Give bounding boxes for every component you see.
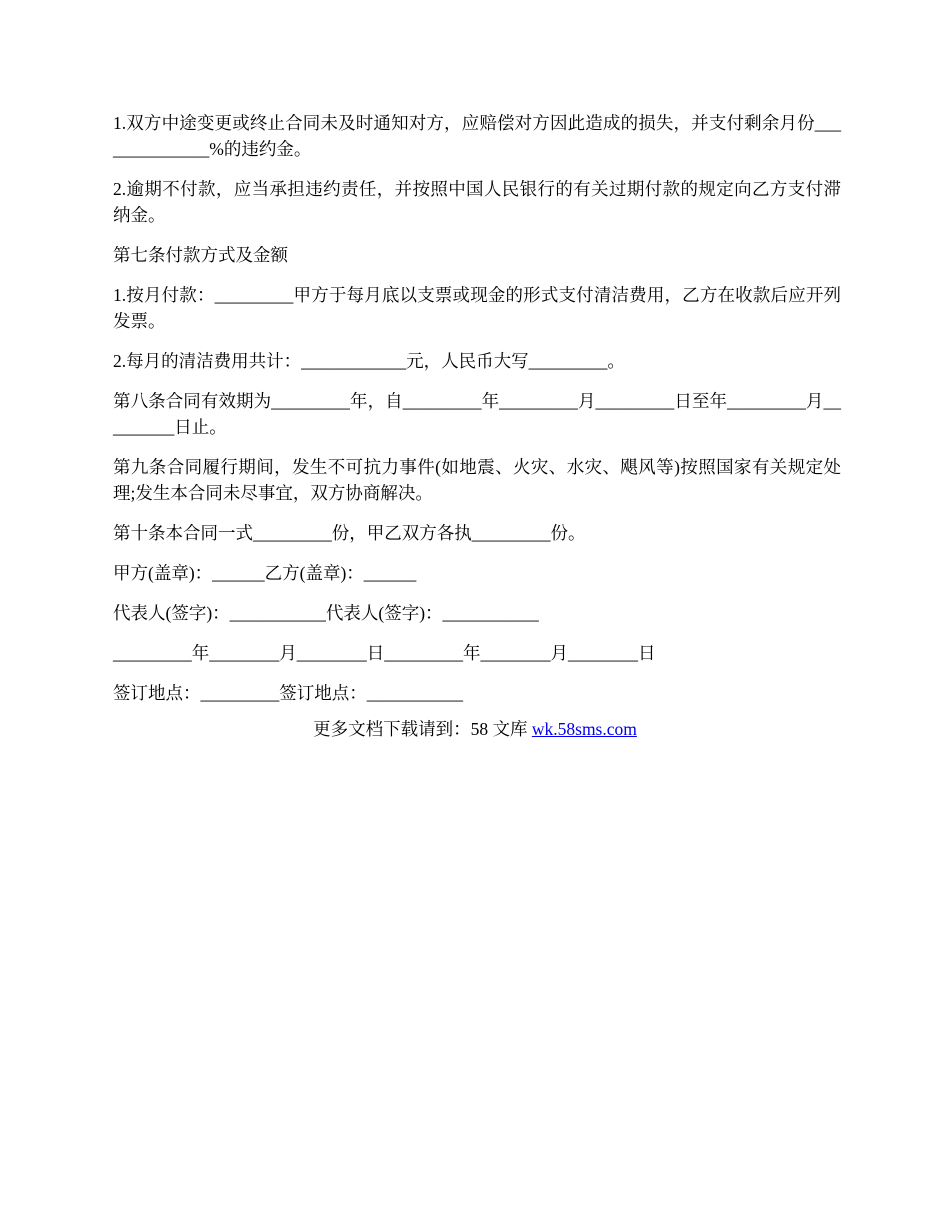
signing-place-line: 签订地点：_________签订地点：___________ [113,683,463,703]
article-8-validity: 第八条合同有效期为_________年，自_________年_________月_________日至年_________月_________日止。 [113,391,841,437]
clause-monthly-total: 2.每月的清洁费用共计：____________元，人民币大写_________。 [113,351,625,371]
clause-breach-notice: 1.双方中途变更或终止合同未及时通知对方，应赔偿对方因此造成的损失，并支付剩余月份______________%的违约金。 [113,113,841,159]
footer-link[interactable]: wk.58sms.com [531,719,637,739]
document-body [113,110,841,720]
clause-late-payment: 2.逾期不付款，应当承担违约责任，并按照中国人民银行的有关过期付款的规定向乙方支付滞纳金。 [113,179,841,225]
representative-signature-line: 代表人(签字)：___________代表人(签字)：___________ [113,603,539,623]
article-9-force-majeure: 第九条合同履行期间，发生不可抗力事件(如地震、火灾、水灾、飓风等)按照国家有关规定处理;发生本合同未尽事宜，双方协商解决。 [113,457,841,503]
article-10-copies: 第十条本合同一式_________份，甲乙双方各执_________份。 [113,523,586,543]
party-seal-line: 甲方(盖章)：______乙方(盖章)：______ [113,563,417,583]
signing-date-line: _________年________月________日_________年________月________日 [113,643,656,663]
download-footer [0,716,950,742]
footer-prefix: 更多文档下载请到：58 文库 [313,719,532,739]
clause-monthly-payment: 1.按月付款：_________甲方于每月底以支票或现金的形式支付清洁费用，乙方在收款后应开列发票。 [113,285,841,331]
article-7-heading: 第七条付款方式及金额 [113,245,288,265]
